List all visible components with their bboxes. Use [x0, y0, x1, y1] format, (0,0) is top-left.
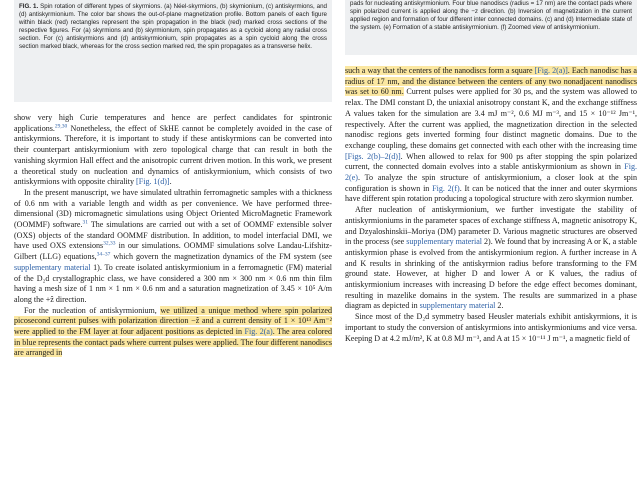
text-run: Current pulses were applied for 30 ps, and the system was allowed to relax. The DMI constant D, the uniaxial anisotropy constant K, and the exchange stiffness A values taken for the simulation are 3.4 mJ m⁻², 0.6 MJ m⁻³, and 15 × 10⁻¹² Jm⁻¹, respectively. After the current was applied, the magnetization direction in the selected nanodisc regions gets inverted forming four distinct magnetic domains. Due to the exchange coupling, these domains get connected with each other with the increasing time [345, 87, 637, 150]
text-run: Since most of the D₂d symmetry based Heusler materials exhibit antiskyrmions, it is important to study the conversion of antiskyrmions into antiskyrmioniums and vice versa. Keeping D at 4.2 mJ/m², K at 0.8 MJ m⁻³, and A at 15 × 10⁻¹¹ J m⁻¹, a magnetic field of [345, 312, 637, 343]
highlighted-text: such a way that the centers of the nanodiscs form a square [345, 66, 535, 75]
figure-reference-link[interactable]: [Fig. 1(d)] [136, 177, 170, 187]
highlighted-text: we utilized a unique method where spin polarized picosecond current pulses with polarization direction −ẑ and a current density of 1 × 10¹³ Am⁻² were applied to the FM layer at four adjacent positions as depicted in [14, 305, 332, 337]
figure-reference-link[interactable]: Fig. 2(e) [345, 162, 637, 183]
text-run: which govern the magnetization dynamics of the FM system (see [110, 252, 332, 262]
text-run: . It can be noticed that the inner and outer skyrmions have different spin rotation producing a topological structure with zero skyrmion number. [345, 183, 637, 204]
supplementary-material-link[interactable]: supplementary material [14, 262, 91, 272]
citation-superscript[interactable]: 29,30 [54, 123, 68, 130]
left-column-text [14, 113, 332, 359]
figure-reference-link[interactable]: [Fig. 2(a)] [534, 66, 568, 75]
right-column-text [345, 66, 637, 344]
supplementary-material-link[interactable]: supplementary material [419, 301, 496, 311]
text-run: 2). We found that by increasing A or K, a stable antiskyrmion phase is evolved from the antiskyrmionium region. A further increase in A and K results in shrinking of the antiskyrmion radius before transforming to the FM ground state. However, at higher D and lower A or K values, the radius of antiskyrmionium increases with increasing D before the edge effect becomes dominant, resulting in mazelike domains in the system. The results are summarized in a phase diagram as depicted in [345, 237, 637, 311]
citation-superscript[interactable]: 31 [82, 219, 88, 226]
citation-superscript[interactable]: 32,33 [103, 240, 116, 247]
figure-reference-link[interactable]: Fig. 2(f) [432, 183, 460, 193]
figure-1-caption [14, 0, 332, 102]
paragraph [345, 312, 637, 344]
highlighted-text: . The area colored in blue represents the contact pads where current pulses were applied. The four different nanodiscs are arranged in [14, 327, 332, 358]
text-run: The simulations are carried out with a set of OOMMF extensible solver (OXS) objects of the standard OOMMF distribution. In addition, to model interfacial DMI, we have used OXS extensions [14, 220, 332, 251]
text-run: 2. [495, 301, 504, 311]
text-run: . To analyze the spin structure of antiskyrmionium, a closer look at the spin configuration is shown in [345, 173, 637, 193]
highlighted-text: . Each nanodisc has a radius of 17 nm, and the distance between the centers of any two nonadjacent nanodiscs was set to 60 nm. [345, 66, 637, 97]
text-run: show very high Curie temperatures and hence are perfect candidates for spintronic applications. [14, 113, 332, 133]
paragraph [14, 188, 332, 306]
text-run: . [169, 177, 172, 187]
text-run: Nonetheless, the effect of SkHE cannot be completely avoided in the case of antiskyrmions. Therefore, it is important to study if these antiskyrmions can be converted into their counterpart antiskyrmionium with zero topological charge that can result in both the vanishing skyrmion Hall effect and the anisotropic current driven motion. In this work, we present a theoretical study on nucleation and dynamics of antiskyrmionium, which consists of two antiskyrmions with opposite chirality [14, 123, 332, 187]
text-run: in our simulations. OOMMF simulations solve Landau-Lifshitz-Gilbert (LLG) equations, [14, 241, 332, 262]
paragraph [14, 113, 332, 188]
text-run: 1). To create isolated antiskyrmionium in a ferromagnetic (FM) material of the D₂d crystallographic class, we have considered a 300 nm × 300 nm × 0.6 nm thin film having a mesh size of 1 nm × 1 nm × 0.6 nm and a saturation magnetization of 3.45 × 10⁵ A/m along the +ẑ direction. [14, 262, 332, 304]
figure-1-label: FIG. 1. [19, 3, 39, 10]
figure-reference-link[interactable]: [Figs. 2(b)–2(d)] [345, 151, 401, 161]
supplementary-material-link[interactable]: supplementary material [406, 237, 482, 247]
text-run: . When allowed to relax for 900 ps after stopping the spin polarized current, the connected domain evolves into a stable antiskyrmionium as shown in [345, 151, 637, 172]
figure-2-caption [345, 0, 637, 55]
figure-reference-link[interactable]: Fig. 2(a) [244, 327, 273, 337]
figure-1-caption-text: Spin rotation of different types of skyrmions. (a) Néel-skyrmions, (b) skymionium, (c) antiskyrmions, and (d) antiskyrmionium. The color bar shows the out-of-plane magnetization profile. Bottom panels of each figure within black (red) rectangles represent the spin propagation in the black (red) marked cross sections of the respective figures. For (a) skyrmions and (b) skyrmionium, spin propagates as a cycloid along any radial cross section. For (c) antiskyrmions and (d) antiskyrmionium, spin propagates as a spin cycloid along the cross section marked black, whereas for the cross section marked red, the spin propagates as a transverse helix. [19, 3, 327, 51]
paragraph [14, 306, 332, 360]
text-run: After nucleation of antiskyrmionium, we further investigate the stability of antiskyrmioniums in the parameter spaces of exchange stiffness A, magnetic anisotropy K, and Dzyaloshinskii–Moriya (DM) parameter D. Various magnetic structures are observed in the process (see [345, 205, 637, 247]
paragraph [345, 205, 637, 312]
text-run: In the present manuscript, we have simulated ultrathin ferromagnetic samples with a thickness of 0.6 nm with a variable length and width as per convenience. We have performed three-dimensional (3D) micromagnetic simulations using Object Oriented MicroMagnetic Framework (OOMMF) software. [14, 187, 332, 230]
text-run: For the nucleation of antiskyrmionium, [24, 305, 161, 315]
figure-2-caption-text: pads for nucleating antiskyrmionium. Four blue nanodiscs (radius = 17 nm) are the contact pads where spin polarized current is applied along the −z direction. (b) Inversion of magnetization in the current applied region and formation of four different inter connected domains. (c) and (d) Intermediate state of the system. (e) Formation of a stable antiskyrmionium. (f) Zoomed view of antiskyrmionium. [350, 0, 632, 32]
paragraph [345, 66, 637, 205]
citation-superscript[interactable]: 34–37 [96, 251, 111, 258]
